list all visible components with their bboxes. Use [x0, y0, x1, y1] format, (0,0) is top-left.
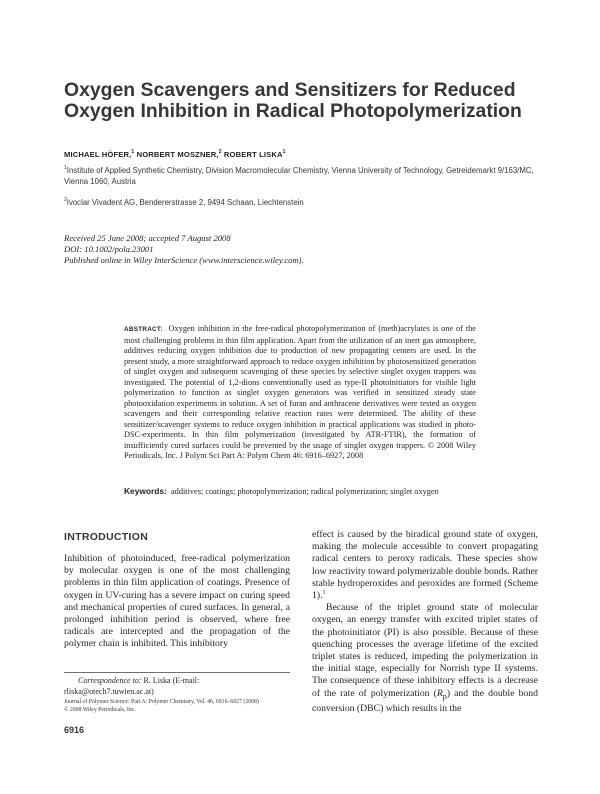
affiliation-2	[64, 197, 544, 208]
affiliation-mark: 2	[64, 197, 67, 203]
section-heading-introduction: INTRODUCTION	[64, 531, 149, 543]
author-name: NORBERT MOSZNER,	[136, 150, 219, 159]
footnote-divider	[64, 672, 290, 673]
correspondence-text: R. Liska (E-mail: rliska@otech7.tuwien.ac.at)	[64, 676, 200, 696]
author-list	[64, 150, 286, 159]
author-affiliation-mark: 1	[282, 149, 286, 155]
abstract-text: Oxygen inhibition in the free-radical photopolymerization of (meth)acrylates is one of the most challenging problems in thin film application. Apart from the utilization of an inert gas atmosphere, additives reducing oxygen inhibition due to production of new propagating centers are used. In the present study, a more straightforward approach to reduce oxygen inhibition by photosensitized generation of singlet oxygen and subsequent scavenging of these species by selective singlet oxygen trappers was investigated. The potential of 1,2-dions conventionally used as type-II photoinitiators for visible light polymerization to function as singlet oxygen generators was verified in sensitized steady state photooxidation experiments in solution. A set of furan and anthracene derivatives were tested as oxygen scavengers and their corresponding relative reaction rates were determined. The ability of these sensitizer/scavenger systems to reduce oxygen inhibition in practical applications was studied in photo-DSC-experiments. In thin film polymerization (investigated by ATR-FTIR), the formation of insufficiently cured surfaces could be prevented by the usage of singlet oxygen trappers. © 2008 Wiley Periodicals, Inc. J Polym Sci Part A: Polym Chem 46: 6916–6927, 2008	[124, 324, 476, 460]
keywords-label: Keywords:	[124, 486, 167, 496]
body-column-right	[312, 529, 538, 715]
author-affiliation-mark: 2	[218, 149, 222, 155]
rate-symbol: R	[436, 687, 443, 699]
keywords	[124, 486, 476, 498]
article-title: Oxygen Scavengers and Sensitizers for Reduced Oxygen Inhibition in Radical Photopolymerization	[64, 79, 522, 122]
paragraph	[312, 529, 538, 602]
copyright: © 2008 Wiley Periodicals, Inc.	[64, 706, 136, 713]
published-online: Published online in Wiley InterScience (www.interscience.wiley.com).	[64, 255, 304, 265]
publication-dates	[64, 233, 304, 266]
doi: DOI: 10.1002/pola.23001	[64, 244, 154, 254]
affiliation-text: Ivoclar Vivadent AG, Bendererstrasse 2, 9494 Schaan, Liechtenstein	[66, 198, 304, 207]
correspondence-footnote	[64, 676, 290, 697]
paragraph	[312, 602, 538, 715]
keywords-text: additives; coatings; photopolymerization; radical polymerization; singlet oxygen	[170, 487, 439, 496]
paragraph-text: ) and the double bond conversion (DBC) which results in the	[312, 687, 538, 714]
paragraph-text: effect is caused by the biradical ground state of oxygen, making the molecule accessible to convert propagating radical centers to peroxy radicals. These species show low reactivity toward polymerizable double bonds. Rather stable hydroperoxides and peroxides are formed (Scheme 1).	[312, 529, 538, 602]
rate-subscript: p	[442, 691, 447, 701]
affiliation-text: Institute of Applied Synthetic Chemistry, Division Macromolecular Chemistry, Vienna University of Technology, Getreidemarkt 9/163/MC, Vienna 1060, Austria	[64, 166, 534, 186]
abstract	[124, 324, 476, 462]
journal-citation: Journal of Polymer Science: Part A: Polymer Chemistry, Vol. 46, 6916–6927 (2008)	[64, 699, 259, 705]
affiliation-mark: 1	[64, 165, 67, 171]
affiliation-1	[64, 165, 544, 187]
received-date: Received 25 June 2008; accepted 7 August 2008	[64, 233, 231, 243]
citation-mark: 1	[322, 590, 326, 597]
author-name: ROBERT LISKA	[223, 150, 283, 159]
page-number: 6916	[64, 725, 85, 735]
correspondence-label: Correspondence to:	[78, 676, 142, 685]
body-column-left: Inhibition of photoinduced, free-radical polymerization by molecular oxygen is one of the most challenging problems in thin film application of coatings. Presence of oxygen in UV-curing has a severe impact on curing speed and mechanical properties of cured surfaces. In general, a prolonged inhibition period is observed, where free radicals are intercepted and the propagation of the polymer chain is inhibited. This inhibitory	[64, 553, 290, 650]
author-name: MICHAEL HÖFER,	[64, 150, 132, 159]
paragraph-text: Because of the triplet ground state of molecular oxygen, an energy transfer with excited triplet states of the photoinitiator (PI) is also possible. Because of these quenching processes the average lifetime of the excited triplet states is reduced, impeding the polymerization in the initial stage, especially for Norrish type II systems. The consequence of these inhibitory effects is a decrease of the rate of polymerization (	[312, 602, 538, 699]
abstract-label: ABSTRACT:	[124, 326, 163, 333]
journal-footnote	[64, 699, 304, 714]
author-affiliation-mark: 1	[131, 149, 135, 155]
